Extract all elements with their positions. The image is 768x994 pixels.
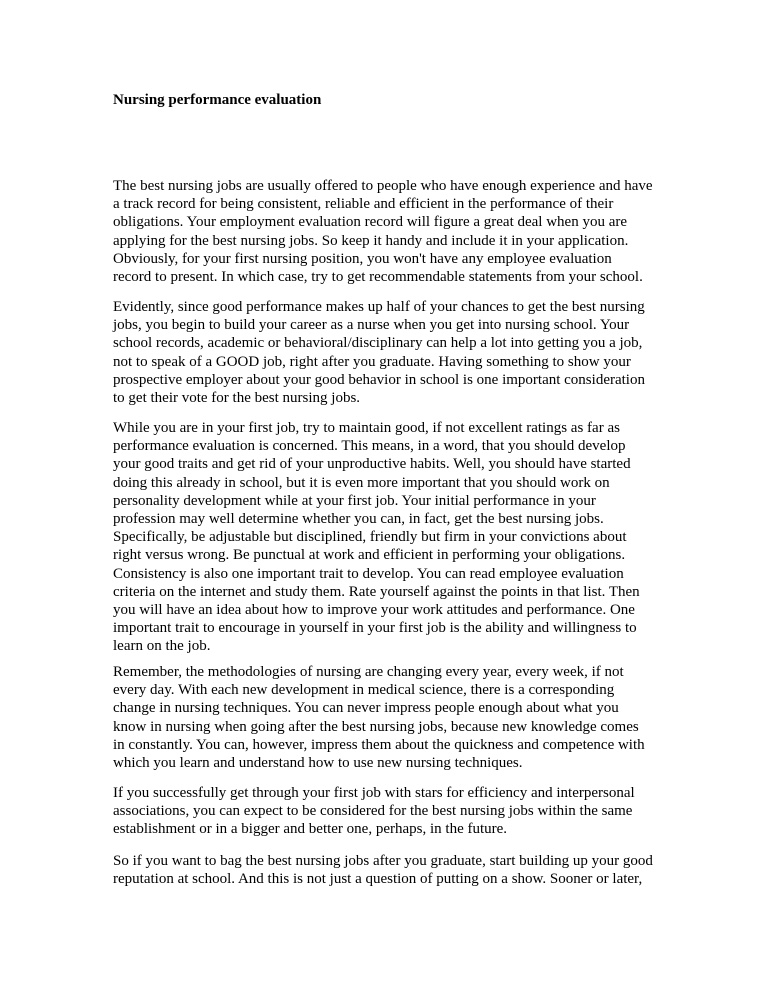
paragraph-line: know in nursing when going after the best nursing jobs, because new knowledge comes (113, 718, 639, 735)
paragraph-4 (113, 663, 645, 772)
paragraph-line: in constantly. You can, however, impress them about the quickness and competence with (113, 736, 645, 753)
paragraph-line: right versus wrong. Be punctual at work and efficient in performing your obligations. (113, 547, 626, 564)
paragraph-line: personality development while at your first job. Your initial performance in your (113, 492, 596, 509)
paragraph-line: While you are in your first job, try to maintain good, if not excellent ratings as far as (113, 420, 620, 436)
paragraph-line: Remember, the methodologies of nursing are changing every year, every week, if not (113, 664, 624, 680)
paragraph-line: your good traits and get rid of your unproductive habits. Well, you should have started (113, 456, 631, 473)
paragraph-1 (113, 177, 653, 286)
paragraph-line: So if you want to bag the best nursing jobs after you graduate, start building up your good (113, 853, 653, 869)
paragraph-line: Consistency is also one important trait to develop. You can read employee evaluation (113, 565, 624, 582)
paragraph-2 (113, 298, 645, 407)
paragraph-3 (113, 419, 640, 656)
paragraph-line: jobs, you begin to build your career as a nurse when you get into nursing school. Your (113, 317, 630, 334)
paragraph-6 (113, 852, 653, 888)
paragraph-line: doing this already in school, but it is even more important that you should work on (113, 474, 610, 491)
paragraph-line: Evidently, since good performance makes up half of your chances to get the best nursing (113, 299, 645, 315)
paragraph-line: Obviously, for your first nursing position, you won't have any employee evaluation (113, 250, 612, 267)
paragraph-line: prospective employer about your good behavior in school is one important consideration (113, 371, 645, 388)
paragraph-line: associations, you can expect to be considered for the best nursing jobs within the same (113, 803, 633, 820)
paragraph-line: a track record for being consistent, reliable and efficient in the performance of their (113, 196, 614, 213)
paragraph-line: change in nursing techniques. You can never impress people enough about what you (113, 700, 619, 717)
paragraph-line: performance evaluation is concerned. This means, in a word, that you should develop (113, 438, 626, 455)
paragraph-line: profession may well determine whether you can, in fact, get the best nursing jobs. (113, 511, 604, 528)
paragraph-line: If you successfully get through your first job with stars for efficiency and interpersonal (113, 785, 635, 801)
paragraph-line: important trait to encourage in yourself in your first job is the ability and willingness to (113, 620, 637, 637)
paragraph-line: learn on the job. (113, 638, 211, 655)
paragraph-line: The best nursing jobs are usually offered to people who have enough experience and have (113, 178, 653, 194)
paragraph-line: criteria on the internet and study them. Rate yourself against the points in that list. Then (113, 583, 640, 600)
paragraph-line: school records, academic or behavioral/disciplinary can help a lot into getting you a job, (113, 335, 643, 352)
paragraph-line: to get their vote for the best nursing jobs. (113, 390, 361, 407)
document-title: Nursing performance evaluation (113, 92, 322, 108)
paragraph-line: not to speak of a GOOD job, right after you graduate. Having something to show your (113, 353, 631, 370)
paragraph-line: which you learn and understand how to use new nursing techniques. (113, 755, 523, 772)
paragraph-line: obligations. Your employment evaluation record will figure a great deal when you are (113, 214, 628, 231)
paragraph-line: establishment or in a bigger and better one, perhaps, in the future. (113, 821, 508, 838)
paragraph-line: reputation at school. And this is not just a question of putting on a show. Sooner or later, (113, 871, 643, 888)
paragraph-line: you will have an idea about how to improve your work attitudes and performance. One (113, 602, 635, 619)
paragraph-line: Specifically, be adjustable but disciplined, friendly but firm in your convictions about (113, 529, 627, 546)
paragraph-line: every day. With each new development in medical science, there is a corresponding (113, 682, 615, 699)
paragraph-line: record to present. In which case, try to get recommendable statements from your school. (113, 269, 643, 286)
paragraph-line: applying for the best nursing jobs. So keep it handy and include it in your application. (113, 232, 629, 249)
paragraph-5 (113, 784, 635, 839)
